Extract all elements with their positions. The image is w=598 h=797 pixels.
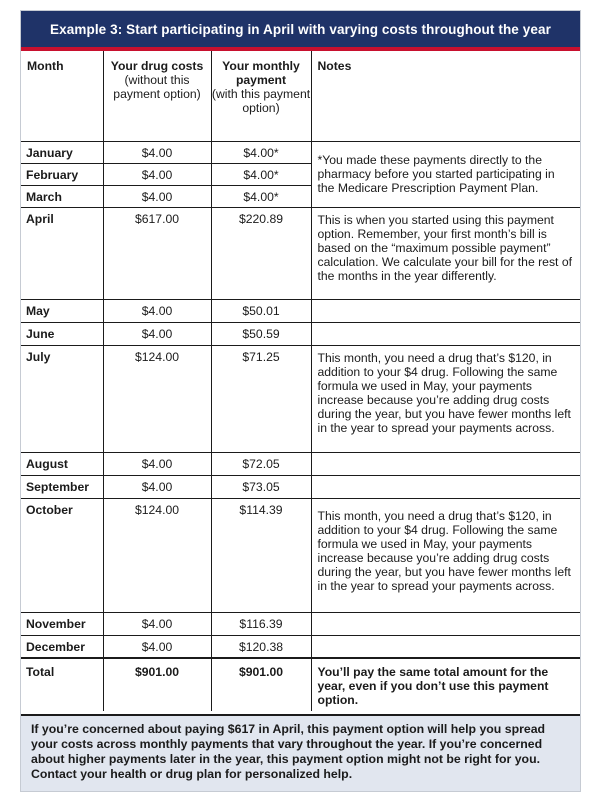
total-monthly-payment: $901.00 [211, 658, 311, 711]
row-month: August [21, 452, 103, 475]
note-empty [311, 322, 580, 345]
row-month: February [21, 163, 103, 185]
note-july: This month, you need a drug that’s $120, in addition to your $4 drug. Following the same formula we used in May, your payments increase because you’re adding drug costs during the year, but you have fewer months left in the year to spread your payments across. [311, 345, 580, 452]
row-month: January [21, 141, 103, 163]
header-notes: Notes [311, 51, 580, 141]
row-drug-cost: $124.00 [103, 345, 211, 452]
row-monthly-payment: $72.05 [211, 452, 311, 475]
row-drug-cost: $4.00 [103, 299, 211, 322]
row-monthly-payment: $4.00* [211, 163, 311, 185]
table-row [21, 322, 580, 345]
payment-table [21, 51, 580, 711]
row-drug-cost: $124.00 [103, 498, 211, 612]
row-drug-cost: $4.00 [103, 635, 211, 658]
table-total-row [21, 658, 580, 711]
note-april: This is when you started using this payment option. Remember, your first month’s bill is based on the “maximum possible payment” calculation. We calculate your bill for the rest of the months in the year differently. [311, 207, 580, 299]
note-empty [311, 452, 580, 475]
note-empty [311, 635, 580, 658]
table-row [21, 299, 580, 322]
row-drug-cost: $4.00 [103, 185, 211, 207]
footer-callout: If you’re concerned about paying $617 in April, this payment option will help you spread your costs across monthly payments that vary throughout the year. If you’re concerned about higher payments later in the year, this payment option might not be right for you. Contact your health or drug plan for personalized help. [21, 714, 580, 791]
header-monthly-title: Your monthly payment [222, 59, 300, 87]
row-month: December [21, 635, 103, 658]
row-month: March [21, 185, 103, 207]
table-row [21, 345, 580, 452]
row-drug-cost: $4.00 [103, 612, 211, 635]
header-drug-costs-subtitle: (without this payment option) [113, 73, 201, 101]
header-month: Month [27, 59, 64, 73]
row-drug-cost: $617.00 [103, 207, 211, 299]
table-row [21, 452, 580, 475]
row-monthly-payment: $116.39 [211, 612, 311, 635]
example-title: Example 3: Start participating in April with varying costs throughout the year [50, 21, 551, 37]
row-month: June [21, 322, 103, 345]
row-drug-cost: $4.00 [103, 452, 211, 475]
note-jan-mar: *You made these payments directly to the pharmacy before you started participating in the Medicare Prescription Payment Plan. [311, 141, 580, 207]
total-note: You’ll pay the same total amount for the year, even if you don’t use this payment option. [311, 658, 580, 711]
row-month: May [21, 299, 103, 322]
total-drug-cost: $901.00 [103, 658, 211, 711]
header-drug-costs [103, 51, 211, 141]
note-october: This month, you need a drug that’s $120, in addition to your $4 drug. Following the same formula we used in May, your payments increase because you’re adding drug costs during the year, but you have fewer months left in the year to spread your payments across. [311, 498, 580, 612]
total-label: Total [21, 658, 103, 711]
row-drug-cost: $4.00 [103, 475, 211, 498]
row-month: November [21, 612, 103, 635]
row-month: September [21, 475, 103, 498]
table-row [21, 141, 580, 163]
table-row [21, 498, 580, 612]
row-monthly-payment: $50.01 [211, 299, 311, 322]
row-monthly-payment: $114.39 [211, 498, 311, 612]
table-header-row [21, 51, 580, 141]
row-monthly-payment: $4.00* [211, 185, 311, 207]
row-monthly-payment: $50.59 [211, 322, 311, 345]
table-row [21, 207, 580, 299]
row-month: October [21, 498, 103, 612]
table-row [21, 635, 580, 658]
row-monthly-payment: $220.89 [211, 207, 311, 299]
row-drug-cost: $4.00 [103, 163, 211, 185]
table-row [21, 612, 580, 635]
row-monthly-payment: $73.05 [211, 475, 311, 498]
note-empty [311, 612, 580, 635]
example-title-bar [21, 11, 580, 51]
row-month: July [21, 345, 103, 452]
header-drug-costs-title: Your drug costs [110, 59, 204, 73]
note-empty [311, 475, 580, 498]
example-card [20, 10, 581, 792]
row-monthly-payment: $4.00* [211, 141, 311, 163]
row-month: April [21, 207, 103, 299]
row-monthly-payment: $120.38 [211, 635, 311, 658]
row-drug-cost: $4.00 [103, 141, 211, 163]
table-row [21, 475, 580, 498]
row-monthly-payment: $71.25 [211, 345, 311, 452]
note-empty [311, 299, 580, 322]
header-monthly-subtitle: (with this payment option) [211, 87, 311, 115]
header-monthly-payment [211, 51, 311, 141]
row-drug-cost: $4.00 [103, 322, 211, 345]
